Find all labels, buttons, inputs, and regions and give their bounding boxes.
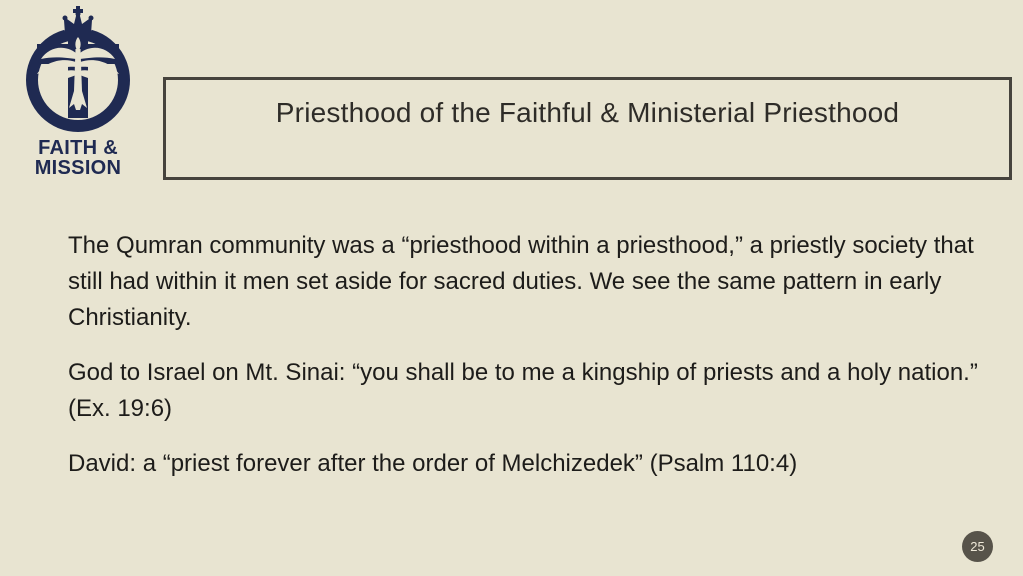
body-paragraph-sinai: God to Israel on Mt. Sinai: “you shall be to me a kingship of priests and a holy nation.” (Ex. 19:6) bbox=[68, 359, 978, 422]
body-paragraph-david: David: a “priest forever after the order of Melchizedek” (Psalm 110:4) bbox=[68, 450, 798, 477]
faith-mission-logo bbox=[22, 6, 134, 178]
slide-title-box bbox=[163, 77, 1012, 180]
slide-body bbox=[68, 228, 1006, 501]
slide-title: Priesthood of the Faithful & Ministerial Priesthood bbox=[275, 97, 900, 128]
crown-cross-dove-emblem-icon bbox=[22, 6, 134, 134]
logo-wordmark-line1: FAITH & bbox=[38, 137, 118, 159]
slide-number-badge: 25 bbox=[962, 531, 993, 562]
body-paragraph-qumran: The Qumran community was a “priesthood within a priesthood,” a priestly society that still had within it men set aside for sacred duties. We see the same pattern in early Christianity. bbox=[68, 232, 974, 331]
logo-wordmark-line2: MISSION bbox=[34, 157, 122, 179]
logo-wordmark bbox=[22, 138, 134, 178]
